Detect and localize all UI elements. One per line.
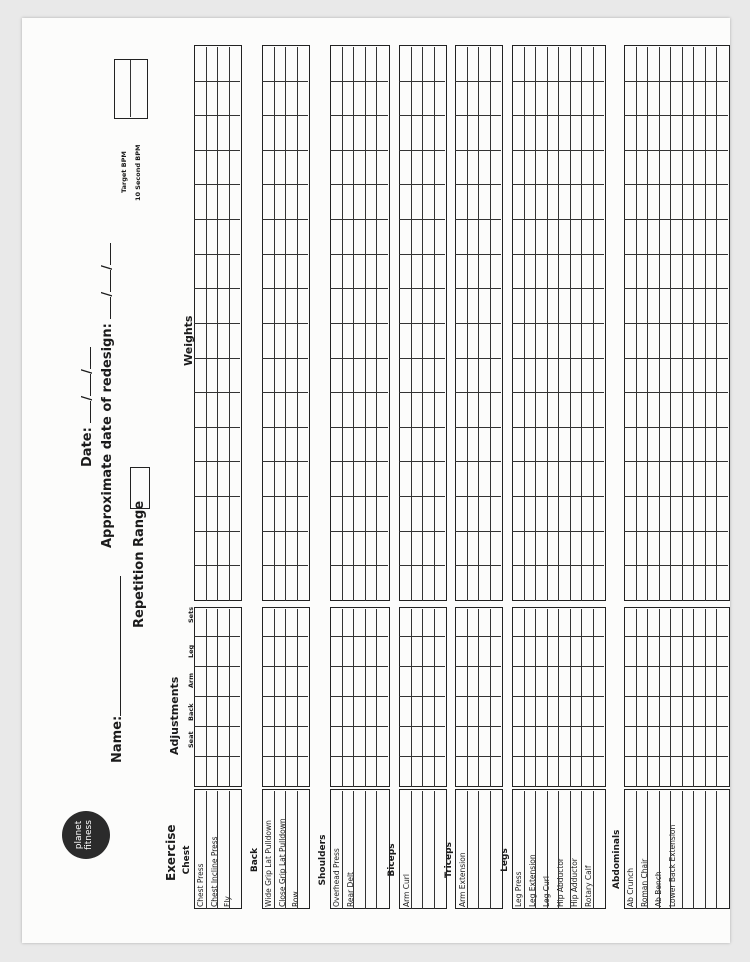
exercise-name-box[interactable]: [262, 789, 310, 909]
weight-column-divider: [624, 392, 728, 393]
weights-row-line: [274, 47, 275, 601]
exercise-row-line: [434, 791, 435, 909]
adjustment-column-divider: [330, 666, 388, 667]
name-label: Name:: [110, 576, 125, 763]
section-title-back: Back: [250, 847, 260, 873]
bpm-box[interactable]: [114, 59, 148, 119]
exercise-row-line: [467, 791, 468, 909]
exercise-row-line: [670, 791, 671, 909]
weight-column-divider: [330, 219, 388, 220]
adjustments-column-header: Adjustments: [168, 676, 181, 755]
adjustments-row-line: [535, 609, 536, 787]
exercise-row-line: [524, 791, 525, 909]
exercise-ab-crunch: Ab Crunch: [626, 868, 635, 907]
exercise-row-line: [636, 791, 637, 909]
weights-row-line: [434, 47, 435, 601]
weights-row-line: [411, 47, 412, 601]
exercise-row-line: [274, 791, 275, 909]
adjustments-row-line: [434, 609, 435, 787]
weights-row-line: [659, 47, 660, 601]
section-title-abdominals: Abdominals: [612, 829, 622, 889]
adjustments-row-line: [524, 609, 525, 787]
weight-column-divider: [330, 254, 388, 255]
weight-column-divider: [330, 150, 388, 151]
logo-text: planet fitness: [74, 820, 94, 850]
planet-fitness-logo: [62, 811, 110, 859]
adjustments-row-line: [365, 609, 366, 787]
adjustments-row-line: [353, 609, 354, 787]
exercise-row-line: [365, 791, 366, 909]
leg-column-header: Leg: [187, 644, 195, 658]
adjustments-row-line: [490, 609, 491, 787]
adjustments-row-line: [716, 609, 717, 787]
weight-column-divider: [624, 150, 728, 151]
exercise-row-line: [570, 791, 571, 909]
back-column-header: Back: [187, 703, 195, 721]
adjustments-row-line: [547, 609, 548, 787]
adjustments-row-line: [411, 609, 412, 787]
target-bpm-label: Target BPM: [120, 151, 128, 193]
arm-column-header: Arm: [187, 672, 195, 688]
section-title-triceps: Triceps: [444, 842, 454, 878]
weights-row-line: [693, 47, 694, 601]
weights-row-line: [535, 47, 536, 601]
adjustments-box[interactable]: [399, 607, 447, 787]
exercise-row-line: [229, 791, 230, 909]
weight-column-divider: [624, 115, 728, 116]
adjustments-row-line: [558, 609, 559, 787]
adjustments-row-line: [422, 609, 423, 787]
exercise-row-line: [206, 791, 207, 909]
adjustments-box[interactable]: [262, 607, 310, 787]
weights-row-line: [217, 47, 218, 601]
adjustment-column-divider: [624, 636, 728, 637]
exercise-row-line: [297, 791, 298, 909]
adjustment-column-divider: [330, 636, 388, 637]
weight-column-divider: [624, 565, 728, 566]
weights-row-line: [593, 47, 594, 601]
exercise-row-line: [285, 791, 286, 909]
weight-column-divider: [330, 392, 388, 393]
exercise-name-box[interactable]: [399, 789, 447, 909]
exercise-row-line: [647, 791, 648, 909]
seat-column-header: Seat: [187, 731, 195, 748]
adjustments-box[interactable]: [330, 607, 390, 787]
exercise-leg-press: Leg Press: [514, 871, 523, 907]
scanned-page: [22, 18, 730, 943]
exercise-row-line: [217, 791, 218, 909]
weights-row-line: [547, 47, 548, 601]
adjustments-row-line: [229, 609, 230, 787]
exercise-arm-curl: Arm Curl: [402, 874, 411, 907]
weight-column-divider: [624, 219, 728, 220]
exercise-row-line: [705, 791, 706, 909]
exercise-rear-delt: Rear Delt: [346, 872, 355, 907]
exercise-name-box[interactable]: [624, 789, 730, 909]
weight-column-divider: [330, 115, 388, 116]
weights-row-line: [558, 47, 559, 601]
adjustments-row-line: [647, 609, 648, 787]
exercise-name-box[interactable]: [330, 789, 390, 909]
weights-row-line: [490, 47, 491, 601]
exercise-ab-bench: Ab Bench: [654, 871, 663, 907]
exercise-row-line: [716, 791, 717, 909]
exercise-name-box[interactable]: [194, 789, 242, 909]
exercise-column-header: Exercise: [164, 824, 178, 881]
exercise-row: Row: [291, 891, 300, 907]
weights-row-line: [581, 47, 582, 601]
section-title-shoulders: Shoulders: [318, 834, 328, 886]
weights-row-line: [376, 47, 377, 601]
exercise-row-line: [558, 791, 559, 909]
exercise-row-line: [490, 791, 491, 909]
adjustment-column-divider: [624, 696, 728, 697]
date-label: Date: //: [80, 347, 95, 467]
repetition-range-box[interactable]: [130, 467, 150, 509]
exercise-hip-abductor: Hip Abductor: [556, 857, 565, 907]
weight-column-divider: [330, 288, 388, 289]
sets-column-header: Sets: [187, 606, 195, 623]
weight-column-divider: [330, 462, 388, 463]
weight-column-divider: [330, 427, 388, 428]
weight-column-divider: [330, 185, 388, 186]
adjustments-row-line: [659, 609, 660, 787]
exercise-row-line: [682, 791, 683, 909]
weights-row-line: [636, 47, 637, 601]
exercise-name-box[interactable]: [455, 789, 503, 909]
adjustments-box[interactable]: [194, 607, 242, 787]
exercise-lower-back-extension: Lower Back Extension: [668, 824, 677, 907]
weights-label: Weights: [182, 315, 195, 366]
exercise-row-line: [353, 791, 354, 909]
exercise-row-line: [581, 791, 582, 909]
weight-column-divider: [330, 565, 388, 566]
adjustments-row-line: [376, 609, 377, 787]
weights-row-line: [229, 47, 230, 601]
exercise-arm-extension: Arm Extension: [458, 852, 467, 907]
weights-row-line: [353, 47, 354, 601]
exercise-row-line: [659, 791, 660, 909]
exercise-row-line: [693, 791, 694, 909]
exercise-rotary-calf: Rotary Calf: [584, 865, 593, 907]
exercise-hip-adductor: Hip Adductor: [570, 858, 579, 907]
exercise-row-line: [342, 791, 343, 909]
exercise-row-line: [593, 791, 594, 909]
bpm-box-divider: [130, 60, 131, 117]
weights-row-line: [285, 47, 286, 601]
section-title-chest: Chest: [182, 845, 192, 875]
adjustments-row-line: [297, 609, 298, 787]
adjustments-row-line: [705, 609, 706, 787]
adjustment-column-divider: [624, 666, 728, 667]
adjustments-row-line: [593, 609, 594, 787]
weights-row-line: [670, 47, 671, 601]
weight-column-divider: [624, 496, 728, 497]
weight-column-divider: [624, 81, 728, 82]
weight-column-divider: [330, 358, 388, 359]
weights-row-line: [524, 47, 525, 601]
weight-column-divider: [624, 358, 728, 359]
adjustments-box[interactable]: [455, 607, 503, 787]
weight-column-divider: [330, 531, 388, 532]
adjustment-column-divider: [330, 756, 388, 757]
section-title-legs: Legs: [500, 848, 510, 872]
weights-row-line: [705, 47, 706, 601]
adjustments-row-line: [693, 609, 694, 787]
weights-row-line: [422, 47, 423, 601]
adjustment-column-divider: [330, 696, 388, 697]
adjustments-row-line: [581, 609, 582, 787]
exercise-leg-curl: Leg Curl: [542, 876, 551, 907]
weights-row-line: [570, 47, 571, 601]
adjustments-row-line: [682, 609, 683, 787]
adjustments-row-line: [478, 609, 479, 787]
weight-column-divider: [624, 531, 728, 532]
adjustment-column-divider: [624, 756, 728, 757]
exercise-row-line: [535, 791, 536, 909]
weight-column-divider: [624, 185, 728, 186]
weight-column-divider: [624, 323, 728, 324]
adjustments-row-line: [285, 609, 286, 787]
exercise-row-line: [376, 791, 377, 909]
exercise-row-line: [547, 791, 548, 909]
exercise-row-line: [478, 791, 479, 909]
weight-column-divider: [624, 462, 728, 463]
weight-column-divider: [624, 427, 728, 428]
weights-row-line: [365, 47, 366, 601]
name-blank[interactable]: [120, 576, 121, 716]
weights-row-line: [297, 47, 298, 601]
exercise-row-line: [422, 791, 423, 909]
weights-row-line: [478, 47, 479, 601]
weights-row-line: [467, 47, 468, 601]
adjustment-column-divider: [330, 726, 388, 727]
adjustments-row-line: [670, 609, 671, 787]
adjustments-row-line: [636, 609, 637, 787]
exercise-leg-extension: Leg Extension: [528, 854, 537, 907]
weights-row-line: [682, 47, 683, 601]
exercise-wide-grip-lat-pulldown: Wide Grip Lat Pulldown: [264, 820, 273, 907]
exercise-row-line: [411, 791, 412, 909]
exercise-overhead-press: Overhead Press: [332, 848, 341, 907]
redesign-date-label: Approximate date of redesign: //: [100, 243, 115, 548]
repetition-range-label: Repetition Range: [132, 500, 147, 628]
weight-column-divider: [624, 254, 728, 255]
ten-second-bpm-label: 10 Second BPM: [134, 144, 142, 201]
weights-row-line: [647, 47, 648, 601]
weight-column-divider: [330, 323, 388, 324]
exercise-close-grip-lat-pulldown: Close Grip Lat Pulldown: [278, 818, 287, 907]
weights-row-line: [342, 47, 343, 601]
weights-row-line: [716, 47, 717, 601]
weight-column-divider: [624, 288, 728, 289]
weight-column-divider: [330, 81, 388, 82]
exercise-chest-press: Chest Press: [196, 863, 205, 907]
adjustments-row-line: [217, 609, 218, 787]
adjustments-box[interactable]: [624, 607, 730, 787]
weights-row-line: [206, 47, 207, 601]
adjustments-row-line: [342, 609, 343, 787]
exercise-roman-chair: Roman Chair: [640, 858, 649, 907]
section-title-biceps: Biceps: [387, 843, 397, 877]
exercise-fly: Fly: [223, 896, 232, 907]
adjustment-column-divider: [624, 726, 728, 727]
adjustments-row-line: [570, 609, 571, 787]
workout-log-form: [22, 18, 730, 943]
adjustments-row-line: [206, 609, 207, 787]
adjustments-row-line: [274, 609, 275, 787]
weight-column-divider: [330, 496, 388, 497]
exercise-chest-incline-press: Chest Incline Press: [210, 836, 219, 907]
adjustments-row-line: [467, 609, 468, 787]
